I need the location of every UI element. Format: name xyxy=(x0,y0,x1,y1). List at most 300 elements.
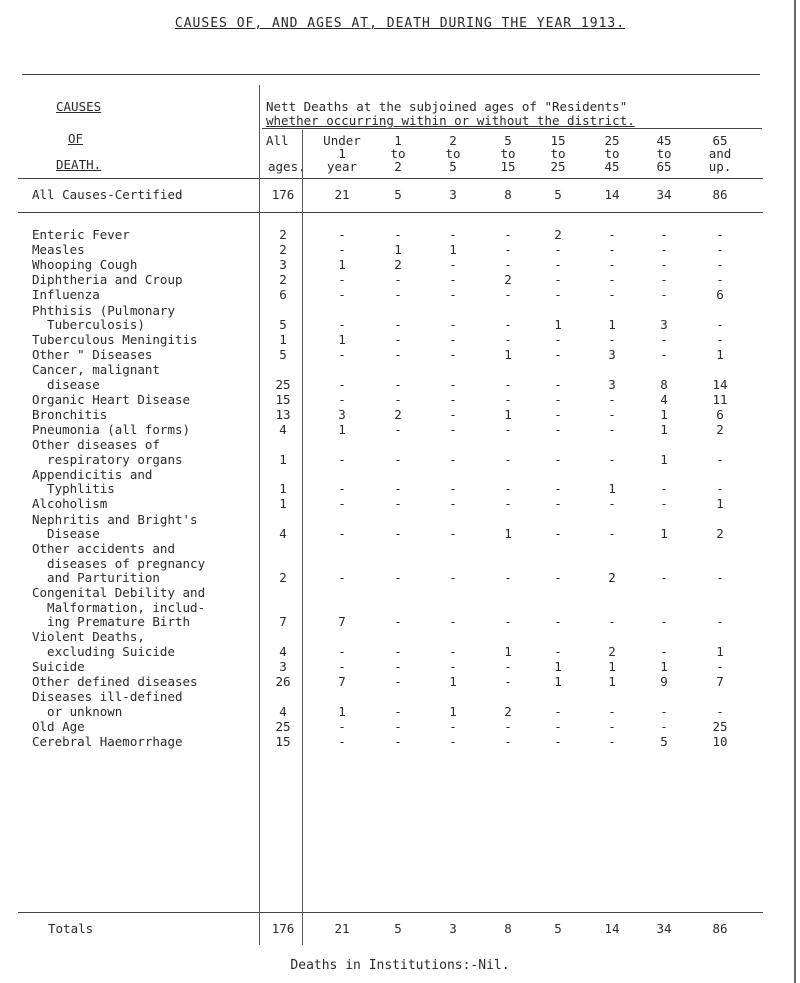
table-cell: - xyxy=(394,272,402,288)
cause-label: Violent Deaths, xyxy=(32,629,145,645)
table-cell: - xyxy=(660,272,668,288)
cause-label: Congenital Debility and xyxy=(32,585,206,601)
cause-label: Suicide xyxy=(32,658,85,674)
table-cell: - xyxy=(449,614,457,630)
table-cell: 3 xyxy=(338,407,346,422)
table-cell: - xyxy=(504,391,512,407)
table-cell: 2 xyxy=(608,643,616,659)
table-cell: - xyxy=(608,287,616,303)
table-cell: 2 xyxy=(716,526,724,541)
totals-value: 14 xyxy=(604,921,620,936)
table-cell: - xyxy=(504,332,512,348)
table-cell: - xyxy=(554,718,562,734)
all-ages-label-2: ages. xyxy=(268,159,306,174)
table-cell: 4 xyxy=(279,422,287,438)
table-cell: 1 xyxy=(279,496,287,512)
cause-label: disease xyxy=(32,376,100,392)
table-cell: - xyxy=(554,614,562,630)
table-cell: 1 xyxy=(279,481,287,497)
table-cell: - xyxy=(394,733,402,749)
table-cell: - xyxy=(449,658,457,674)
table-cell: - xyxy=(449,570,457,586)
table-cell: - xyxy=(608,733,616,749)
table-cell: - xyxy=(504,227,512,242)
table-cell: 1 xyxy=(504,347,512,363)
table-cell: - xyxy=(660,496,668,512)
table-cell: - xyxy=(449,272,457,288)
table-cell: - xyxy=(660,703,668,719)
table-cell: - xyxy=(660,347,668,363)
cause-label: Enteric Fever xyxy=(32,227,130,242)
table-cell: - xyxy=(554,643,562,659)
table-cell: - xyxy=(449,422,457,438)
table-cell: - xyxy=(716,658,724,674)
all-causes-value: 14 xyxy=(604,187,620,202)
header-top-rule xyxy=(22,74,760,75)
table-cell: - xyxy=(554,570,562,586)
table-cell: - xyxy=(394,718,402,734)
cause-label: Old Age xyxy=(32,718,85,734)
table-cell: 2 xyxy=(279,272,287,288)
totals-value: 5 xyxy=(554,921,562,936)
age-group-header: to xyxy=(656,146,672,161)
table-cell: 2 xyxy=(279,242,287,258)
table-cell: - xyxy=(338,317,346,332)
table-cell: - xyxy=(394,332,402,348)
all-causes-value: 86 xyxy=(712,187,728,202)
table-cell: 6 xyxy=(716,407,724,422)
cause-label: Tuberculosis) xyxy=(32,317,145,332)
table-cell: 1 xyxy=(608,317,616,332)
cause-label: Alcoholism xyxy=(32,496,108,512)
table-cell: - xyxy=(608,257,616,273)
table-cell: - xyxy=(504,733,512,749)
table-cell: - xyxy=(449,718,457,734)
table-cell: 2 xyxy=(504,703,512,719)
table-cell: - xyxy=(716,570,724,586)
table-cell: - xyxy=(608,526,616,541)
age-group-header: 2 xyxy=(394,159,402,174)
table-cell: - xyxy=(504,496,512,512)
table-cell: - xyxy=(449,496,457,512)
table-cell: 2 xyxy=(279,570,287,586)
table-cell: - xyxy=(660,332,668,348)
table-cell: - xyxy=(554,733,562,749)
table-cell: - xyxy=(554,242,562,258)
institutions-note: Deaths in Institutions:-Nil. xyxy=(290,958,510,973)
table-cell: 1 xyxy=(338,422,346,438)
table-cell: 1 xyxy=(504,643,512,659)
age-group-header: to xyxy=(500,146,516,161)
table-cell: - xyxy=(716,481,724,497)
table-cell: - xyxy=(394,376,402,392)
all-causes-label: All Causes-Certified xyxy=(32,187,183,202)
table-cell: 1 xyxy=(504,526,512,541)
totals-value: 86 xyxy=(712,921,728,936)
of-header: OF xyxy=(68,131,84,146)
table-cell: - xyxy=(504,674,512,689)
table-cell: 1 xyxy=(660,407,668,422)
table-cell: - xyxy=(660,481,668,497)
table-cell: - xyxy=(504,658,512,674)
cause-label: Measles xyxy=(32,242,85,258)
table-cell: 25 xyxy=(712,718,728,734)
table-cell: - xyxy=(504,718,512,734)
table-cell: - xyxy=(608,422,616,438)
cause-label: Phthisis (Pulmonary xyxy=(32,302,175,318)
age-group-header: 45 xyxy=(604,159,620,174)
table-cell: - xyxy=(608,272,616,288)
table-cell: - xyxy=(449,733,457,749)
table-cell: 1 xyxy=(660,422,668,438)
totals-value: 5 xyxy=(394,921,402,936)
table-cell: - xyxy=(338,570,346,586)
table-cell: - xyxy=(660,242,668,258)
table-cell: - xyxy=(716,332,724,348)
table-cell: - xyxy=(449,376,457,392)
table-cell: - xyxy=(554,272,562,288)
table-cell: 25 xyxy=(275,718,291,734)
table-cell: - xyxy=(504,570,512,586)
age-group-header: 1 xyxy=(338,146,346,161)
age-group-header: 25 xyxy=(604,133,620,148)
all-causes-value: 21 xyxy=(334,187,350,202)
cause-label: Cancer, malignant xyxy=(32,362,160,378)
totals-value: 21 xyxy=(334,921,350,936)
table-cell: 3 xyxy=(608,347,616,363)
table-cell: 1 xyxy=(504,407,512,422)
table-cell: - xyxy=(449,391,457,407)
table-cell: - xyxy=(338,451,346,467)
table-cell: - xyxy=(338,272,346,288)
cause-label: excluding Suicide xyxy=(32,643,175,659)
table-cell: - xyxy=(504,257,512,273)
age-group-header: 15 xyxy=(550,133,566,148)
table-cell: - xyxy=(504,481,512,497)
table-cell: - xyxy=(660,227,668,242)
table-cell: 2 xyxy=(279,227,287,242)
table-cell: - xyxy=(554,376,562,392)
table-cell: - xyxy=(338,658,346,674)
age-group-header: 65 xyxy=(712,133,728,148)
totals-label: Totals xyxy=(48,921,94,936)
table-cell: - xyxy=(608,451,616,467)
table-cell: 1 xyxy=(608,674,616,689)
table-cell: - xyxy=(449,287,457,303)
age-group-header: to xyxy=(550,146,566,161)
table-cell: - xyxy=(394,570,402,586)
age-group-header: 45 xyxy=(656,133,672,148)
table-cell: - xyxy=(449,526,457,541)
table-cell: 1 xyxy=(716,347,724,363)
table-cell: - xyxy=(660,643,668,659)
table-cell: - xyxy=(554,496,562,512)
net-deaths-header: Nett Deaths at the subjoined ages of "Residents" xyxy=(266,99,628,114)
cause-label: Malformation, includ- xyxy=(32,599,206,615)
table-cell: 3 xyxy=(608,376,616,392)
table-cell: - xyxy=(338,526,346,541)
age-group-header: 1 xyxy=(394,133,402,148)
table-cell: - xyxy=(608,703,616,719)
table-cell: 7 xyxy=(279,614,287,630)
age-group-header: 15 xyxy=(500,159,516,174)
table-cell: 1 xyxy=(279,332,287,348)
table-cell: - xyxy=(394,227,402,242)
age-group-header: up. xyxy=(708,159,732,174)
table-cell: 2 xyxy=(504,272,512,288)
header-subrule xyxy=(262,128,762,129)
table-cell: 1 xyxy=(554,658,562,674)
table-cell: 1 xyxy=(608,658,616,674)
table-cell: - xyxy=(716,257,724,273)
table-cell: - xyxy=(608,391,616,407)
age-group-header: to xyxy=(445,146,461,161)
table-cell: - xyxy=(394,422,402,438)
table-cell: - xyxy=(449,257,457,273)
cause-label: Other defined diseases xyxy=(32,674,198,689)
cause-label: Organic Heart Disease xyxy=(32,391,191,407)
table-cell: - xyxy=(504,614,512,630)
table-cell: - xyxy=(504,287,512,303)
table-cell: 1 xyxy=(716,643,724,659)
table-cell: 1 xyxy=(449,242,457,258)
table-cell: - xyxy=(554,347,562,363)
table-cell: - xyxy=(394,643,402,659)
table-cell: - xyxy=(338,496,346,512)
table-cell: - xyxy=(660,718,668,734)
table-cell: - xyxy=(449,317,457,332)
totals-rule xyxy=(18,912,763,913)
table-cell: - xyxy=(338,376,346,392)
table-cell: 1 xyxy=(660,451,668,467)
cause-label: respiratory organs xyxy=(32,451,183,467)
table-cell: - xyxy=(716,451,724,467)
cause-label: Tuberculous Meningitis xyxy=(32,332,198,348)
table-cell: 1 xyxy=(660,526,668,541)
table-cell: 25 xyxy=(275,376,291,392)
table-cell: - xyxy=(338,242,346,258)
table-cell: 2 xyxy=(394,257,402,273)
cause-label: Other diseases of xyxy=(32,437,160,453)
table-cell: - xyxy=(660,257,668,273)
causes-header: CAUSES xyxy=(56,99,102,114)
table-cell: 1 xyxy=(449,674,457,689)
table-cell: - xyxy=(338,643,346,659)
all-causes-rule xyxy=(18,212,763,213)
table-cell: - xyxy=(554,422,562,438)
table-cell: 2 xyxy=(608,570,616,586)
table-cell: 1 xyxy=(608,481,616,497)
cause-label: Diseases ill-defined xyxy=(32,689,183,705)
age-group-header: Under xyxy=(323,133,361,148)
table-cell: - xyxy=(449,451,457,467)
table-cell: - xyxy=(554,526,562,541)
table-cell: 2 xyxy=(716,422,724,438)
table-cell: 3 xyxy=(279,257,287,273)
table-cell: 1 xyxy=(279,451,287,467)
table-cell: 4 xyxy=(279,643,287,659)
table-cell: 1 xyxy=(554,317,562,332)
table-cell: - xyxy=(338,391,346,407)
age-group-header: 25 xyxy=(550,159,566,174)
table-cell: - xyxy=(504,422,512,438)
table-cell: 7 xyxy=(716,674,724,689)
table-cell: - xyxy=(608,332,616,348)
all-causes-value: 8 xyxy=(504,187,512,202)
totals-value: 34 xyxy=(656,921,672,936)
table-cell: - xyxy=(608,496,616,512)
table-cell: - xyxy=(716,227,724,242)
table-cell: - xyxy=(394,496,402,512)
table-cell: 11 xyxy=(712,391,728,407)
cause-label: Other accidents and xyxy=(32,541,175,557)
table-cell: - xyxy=(504,317,512,332)
table-cell: - xyxy=(338,287,346,303)
cause-label: Cerebral Haemorrhage xyxy=(32,733,183,749)
cause-label: diseases of pregnancy xyxy=(32,555,206,571)
all-causes-value: 34 xyxy=(656,187,672,202)
table-cell: - xyxy=(608,407,616,422)
net-deaths-subheader: whether occurring within or without the district. xyxy=(266,113,635,128)
table-cell: - xyxy=(394,526,402,541)
table-cell: - xyxy=(716,317,724,332)
table-cell: - xyxy=(716,242,724,258)
table-cell: - xyxy=(394,287,402,303)
cause-label: Disease xyxy=(32,526,100,541)
table-cell: - xyxy=(608,227,616,242)
cause-label: Pneumonia (all forms) xyxy=(32,422,191,438)
table-cell: - xyxy=(338,718,346,734)
death-header: DEATH. xyxy=(56,157,102,172)
table-cell: - xyxy=(394,317,402,332)
age-group-header: to xyxy=(390,146,406,161)
table-cell: - xyxy=(449,643,457,659)
cause-label: Nephritis and Bright's xyxy=(32,511,198,527)
table-cell: 1 xyxy=(716,496,724,512)
totals-value: 3 xyxy=(449,921,457,936)
cause-label: Bronchitis xyxy=(32,407,108,422)
table-cell: 2 xyxy=(554,227,562,242)
table-cell: 3 xyxy=(279,658,287,674)
table-cell: 1 xyxy=(554,674,562,689)
cause-label: and Parturition xyxy=(32,570,160,586)
table-cell: 1 xyxy=(660,658,668,674)
table-cell: - xyxy=(338,481,346,497)
table-cell: - xyxy=(660,287,668,303)
table-cell: - xyxy=(660,614,668,630)
table-cell: - xyxy=(394,614,402,630)
age-group-header: to xyxy=(604,146,620,161)
table-cell: - xyxy=(554,287,562,303)
table-cell: 15 xyxy=(275,391,291,407)
table-cell: - xyxy=(716,614,724,630)
table-cell: - xyxy=(554,391,562,407)
table-cell: - xyxy=(449,227,457,242)
page-title: CAUSES OF, AND AGES AT, DEATH DURING THE YEAR 1913. xyxy=(174,16,626,31)
table-cell: - xyxy=(608,242,616,258)
cause-label: Typhlitis xyxy=(32,481,115,497)
cause-label: Influenza xyxy=(32,287,100,303)
table-cell: 9 xyxy=(660,674,668,689)
table-cell: 1 xyxy=(394,242,402,258)
all-causes-value: 176 xyxy=(271,187,295,202)
table-cell: - xyxy=(554,451,562,467)
table-cell: - xyxy=(449,407,457,422)
table-cell: 7 xyxy=(338,614,346,630)
table-cell: - xyxy=(394,703,402,719)
table-cell: - xyxy=(338,733,346,749)
cause-label: Diphtheria and Croup xyxy=(32,272,183,288)
table-cell: - xyxy=(554,407,562,422)
table-cell: - xyxy=(504,376,512,392)
age-group-header: and xyxy=(708,146,732,161)
table-cell: - xyxy=(716,703,724,719)
table-cell: - xyxy=(394,658,402,674)
cause-label: Other " Diseases xyxy=(32,347,153,363)
table-cell: - xyxy=(554,332,562,348)
table-cell: - xyxy=(338,347,346,363)
table-cell: - xyxy=(504,242,512,258)
table-cell: - xyxy=(504,451,512,467)
table-cell: - xyxy=(394,481,402,497)
table-cell: - xyxy=(554,703,562,719)
table-cell: 26 xyxy=(275,674,291,689)
table-cell: - xyxy=(394,674,402,689)
all-causes-value: 5 xyxy=(554,187,562,202)
table-cell: 7 xyxy=(338,674,346,689)
table-cell: 5 xyxy=(279,347,287,363)
table-cell: 13 xyxy=(275,407,291,422)
table-cell: - xyxy=(716,272,724,288)
age-group-header: 5 xyxy=(504,133,512,148)
table-cell: 6 xyxy=(716,287,724,303)
table-cell: 4 xyxy=(660,391,668,407)
header-bottom-rule xyxy=(18,178,763,179)
table-cell: - xyxy=(449,481,457,497)
table-cell: 1 xyxy=(449,703,457,719)
table-cell: 5 xyxy=(279,317,287,332)
table-cell: - xyxy=(394,451,402,467)
age-group-header: 65 xyxy=(656,159,672,174)
cause-label: or unknown xyxy=(32,703,123,719)
all-causes-value: 5 xyxy=(394,187,402,202)
table-cell: 1 xyxy=(338,257,346,273)
age-group-header: 2 xyxy=(449,133,457,148)
table-cell: - xyxy=(449,347,457,363)
table-cell: 2 xyxy=(394,407,402,422)
cause-label: Whooping Cough xyxy=(32,257,138,273)
table-cell: 15 xyxy=(275,733,291,749)
table-cell: - xyxy=(338,227,346,242)
age-group-header: year xyxy=(326,159,358,174)
table-cell: 8 xyxy=(660,376,668,392)
table-cell: 14 xyxy=(712,376,728,392)
table-cell: - xyxy=(554,257,562,273)
totals-value: 176 xyxy=(271,921,295,936)
table-cell: 4 xyxy=(279,526,287,541)
table-cell: 10 xyxy=(712,733,728,749)
table-cell: 6 xyxy=(279,287,287,303)
all-ages-label-1: All xyxy=(266,133,289,148)
table-cell: - xyxy=(660,570,668,586)
table-cell: - xyxy=(608,614,616,630)
page-edge-rule xyxy=(794,0,796,983)
totals-value: 8 xyxy=(504,921,512,936)
age-group-header: 5 xyxy=(449,159,457,174)
table-cell: 5 xyxy=(660,733,668,749)
table-cell: 1 xyxy=(338,332,346,348)
table-cell: 3 xyxy=(660,317,668,332)
